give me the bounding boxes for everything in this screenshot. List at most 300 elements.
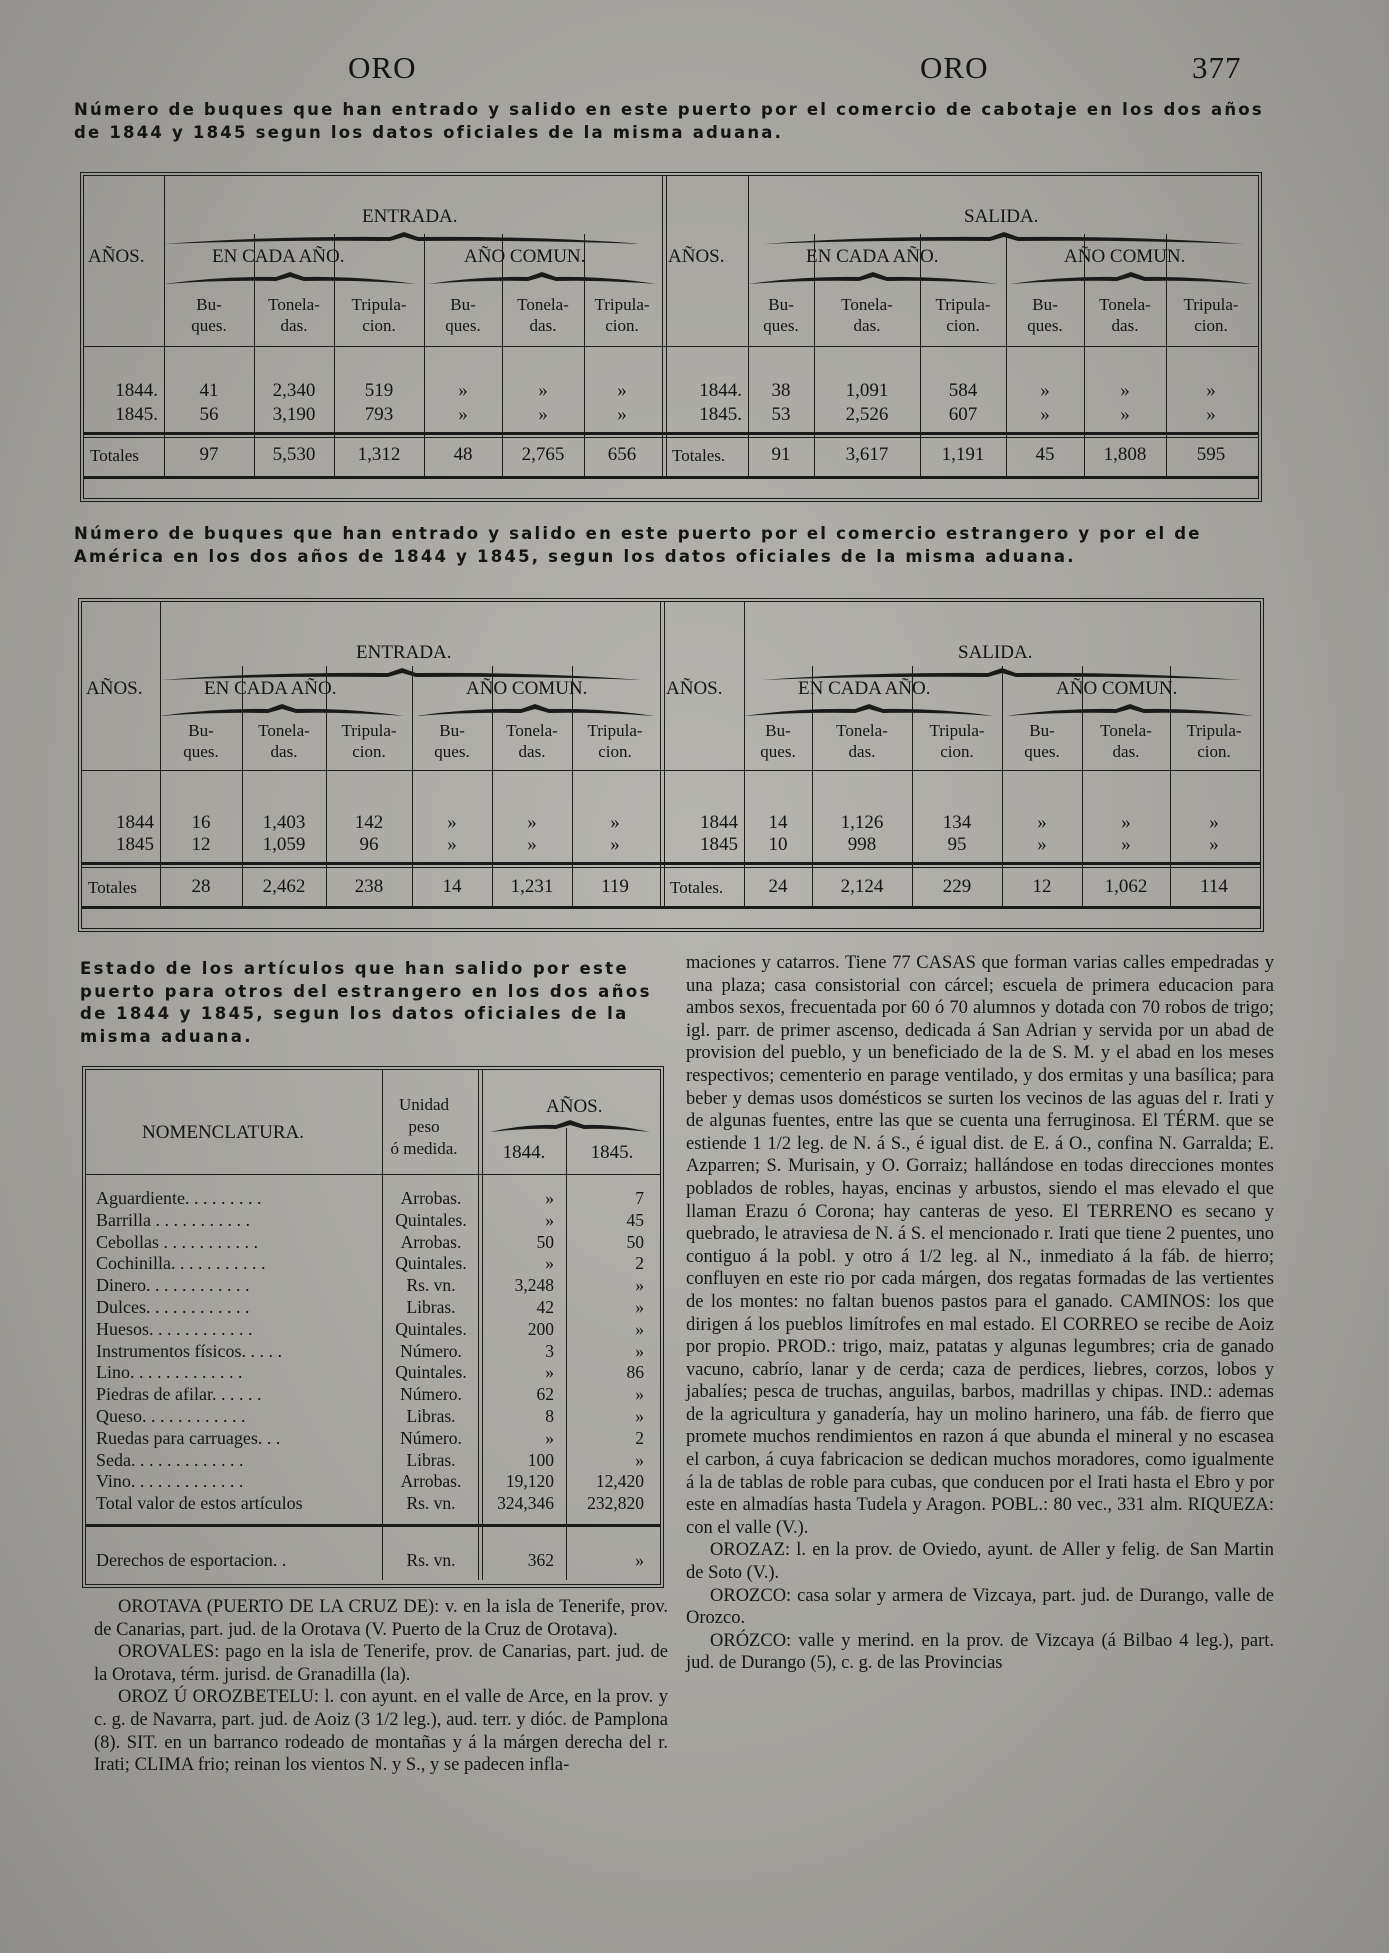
total-salida: 24 <box>768 876 788 897</box>
item-name: Queso. . . . . . . . . . . . <box>96 1406 246 1426</box>
column-rule <box>1006 234 1007 476</box>
cell-entrada: » <box>538 404 548 425</box>
entry-orozco-valle: ORÓZCO: valle y merind. en la prov. de Vizcaya (á Bilbao 4 leg.), part. jud. de Durango (5), c. g. de las Provincias <box>686 1630 1274 1674</box>
cell-salida: » <box>1120 404 1130 425</box>
subhead-line: Bu- <box>765 721 791 740</box>
cell-entrada: 2,340 <box>272 380 316 401</box>
item-1845: » <box>635 1449 644 1470</box>
item-unit: Quintales. <box>395 1253 467 1274</box>
entrada-heading: ENTRADA. <box>356 642 452 663</box>
total-salida: 91 <box>771 444 791 465</box>
subhead-line: cion. <box>362 316 396 335</box>
anos-heading-left: AÑOS. <box>86 678 143 699</box>
brace-en-cada-right <box>744 704 994 718</box>
item-unit: Rs. vn. <box>406 1275 456 1296</box>
item-1845: 45 <box>626 1209 644 1230</box>
subhead-line: cion. <box>352 742 386 761</box>
cell-entrada: » <box>458 404 468 425</box>
column-rule <box>160 602 161 906</box>
subhead-line: Bu- <box>1032 295 1058 314</box>
cell-salida: 584 <box>948 380 978 401</box>
item-unit: Número. <box>400 1340 462 1361</box>
subhead-line: Tripula- <box>1183 295 1239 314</box>
column-rule <box>744 602 745 906</box>
total-salida: 595 <box>1196 444 1226 465</box>
total-salida: 12 <box>1032 876 1052 897</box>
subhead-toneladas-right <box>814 294 920 336</box>
column-rule <box>814 234 815 476</box>
brace-comun-left <box>428 272 656 286</box>
item-1844: 19,120 <box>505 1471 554 1492</box>
cell-entrada: » <box>538 380 548 401</box>
right-column-text <box>686 952 1274 1675</box>
cell-salida: 53 <box>771 404 791 425</box>
item-1844: 42 <box>536 1297 554 1317</box>
total-salida: 114 <box>1200 876 1228 897</box>
totals-rule <box>82 862 1260 865</box>
subhead-tripulacion-left <box>584 294 660 336</box>
subhead-line: cion. <box>940 742 974 761</box>
en-cada-ano-right: EN CADA AÑO. <box>806 246 939 267</box>
item-name: Vino. . . . . . . . . . . . . <box>96 1471 244 1492</box>
cell-entrada: 793 <box>364 404 394 425</box>
item-name: Barrilla . . . . . . . . . . . <box>96 1209 250 1230</box>
subhead-line: ques. <box>1024 742 1060 761</box>
total-salida: 1,191 <box>941 444 985 465</box>
cell-salida: » <box>1206 380 1216 401</box>
cell-salida: 2,526 <box>845 404 889 425</box>
brace-comun-right <box>1006 704 1254 718</box>
column-rule <box>254 234 255 476</box>
header-rule <box>84 346 1258 347</box>
column-rule <box>492 666 493 906</box>
subhead-tripulacion-left <box>326 720 412 762</box>
cell-salida: 134 <box>942 812 972 833</box>
item-name: Seda. . . . . . . . . . . . . <box>96 1449 244 1470</box>
subhead-line: ques. <box>760 742 796 761</box>
subhead-tripulacion-right <box>1166 294 1256 336</box>
subhead-toneladas-left <box>242 720 326 762</box>
subhead-line: das. <box>280 316 308 335</box>
entrada-heading: ENTRADA. <box>362 206 458 227</box>
subhead-line: das. <box>1111 316 1139 335</box>
column-rule <box>912 666 913 906</box>
total-entrada: 14 <box>442 876 462 897</box>
item-1844: 62 <box>536 1384 554 1405</box>
column-rule <box>666 176 667 476</box>
column-rule <box>812 666 813 906</box>
item-name: Lino. . . . . . . . . . . . . <box>96 1362 243 1383</box>
cell-entrada: 12 <box>191 834 211 855</box>
brace-en-cada-left <box>160 704 404 718</box>
total-entrada: 5,530 <box>272 444 316 465</box>
subhead-tripulacion-right <box>912 720 1002 762</box>
item-1845: » <box>635 1318 644 1339</box>
ano-comun-left: AÑO COMUN. <box>466 678 588 699</box>
cell-salida: » <box>1121 834 1131 855</box>
total-entrada: 656 <box>607 444 637 465</box>
subhead-line: Tonela- <box>258 721 310 740</box>
column-rule <box>334 234 335 476</box>
foreign-trade-table <box>78 598 1264 932</box>
item-1845: 50 <box>626 1231 644 1252</box>
subhead-buques-left <box>164 294 254 336</box>
item-1844: » <box>545 1188 554 1208</box>
item-name: Dulces. . . . . . . . . . . . <box>96 1297 250 1317</box>
subhead-line: Bu- <box>188 721 214 740</box>
subhead-line: Tripula- <box>594 295 650 314</box>
ano-comun-left: AÑO COMUN. <box>464 246 586 267</box>
item-1844: » <box>545 1209 554 1230</box>
subhead-line: Tripula- <box>341 721 397 740</box>
entry-orotava: OROTAVA (PUERTO DE LA CRUZ DE): v. en la isla de Tenerife, prov. de Canarias, part. jud. de la Orotava (V. Puerto de la Cruz de Orotava). <box>94 1597 668 1640</box>
cell-entrada: » <box>617 404 627 425</box>
row-year-right: 1845. <box>699 404 742 425</box>
coastal-trade-table <box>80 172 1262 502</box>
subhead-line: das. <box>270 742 298 761</box>
cell-entrada: » <box>447 834 457 855</box>
cell-entrada: 56 <box>199 404 219 425</box>
column-rule <box>1170 666 1171 906</box>
subhead-line: Tonela- <box>268 295 320 314</box>
total-entrada: 238 <box>354 876 384 897</box>
total-entrada: 97 <box>199 444 219 465</box>
item-unit: Arrobas. <box>400 1231 462 1252</box>
item-1845: 7 <box>635 1188 644 1208</box>
totals-rule-thin <box>82 867 1260 868</box>
item-unit: Libras. <box>406 1406 456 1426</box>
item-1845: 12,420 <box>595 1471 644 1492</box>
item-1845: 232,820 <box>587 1493 644 1514</box>
total-salida: 3,617 <box>845 444 889 465</box>
subhead-line: Tonela- <box>517 295 569 314</box>
subhead-buques-right <box>1006 294 1084 336</box>
subhead-line: das. <box>1112 742 1140 761</box>
totals-rule-thin <box>84 437 1258 438</box>
cell-salida: » <box>1040 404 1050 425</box>
subhead-line: Tripula- <box>929 721 985 740</box>
page-number: 377 <box>1192 50 1242 85</box>
subhead-line: Tripula- <box>935 295 991 314</box>
subhead-line: das. <box>848 742 876 761</box>
column-rule <box>1002 666 1003 906</box>
ano-comun-right: AÑO COMUN. <box>1064 246 1186 267</box>
cell-salida: » <box>1209 834 1219 855</box>
subhead-buques-left <box>412 720 492 762</box>
subhead-buques-right <box>748 294 814 336</box>
subhead-tripulacion-right <box>1170 720 1258 762</box>
column-rule <box>584 234 585 476</box>
item-1844: » <box>545 1362 554 1383</box>
subhead-tripulacion-right <box>920 294 1006 336</box>
cell-salida: 1,126 <box>840 812 884 833</box>
subhead-line: Bu- <box>450 295 476 314</box>
item-name: Piedras de afilar. . . . . . <box>96 1384 262 1405</box>
item-unit: Arrobas. <box>400 1471 462 1492</box>
cell-entrada: » <box>458 380 468 401</box>
cell-entrada: 1,403 <box>262 812 306 833</box>
cell-entrada: 41 <box>199 380 219 401</box>
cell-entrada: 16 <box>191 812 211 833</box>
column-rule <box>572 666 573 906</box>
cell-salida: 10 <box>768 834 788 855</box>
subhead-line: ques. <box>445 316 481 335</box>
entry-oroz-continued: maciones y catarros. Tiene 77 CASAS que forman varias calles empedradas y una plaza; casa consistorial con cárcel; escuela de primera educacion para ambos sexos, frecuentada por 60 ó 70 alumnos y dotada con 70 robos de trigo; igl. parr. de primer ascenso, dedicada á San Adrian y servida por un abad de provision del pueblo, y un beneficiado de la de S. M. y el abad en los meses respectivos; cementerio en parage ventilado, y dos ermitas y una basílica; para beber y demas usos domésticos se surten los vecinos de las aguas del r. Irati y de algunas fuentes, entre las que se cuenta una ferruginosa. El TÉRM. que se estiende 1 1/2 leg. de N. á S., é igual dist. de E. á O., confina N. Garralda; E. Azparren; S. Murisain, y O. Gorraiz; hallándose en todas direcciones montes poblados de robles, hayas, encinas y arbustos, siendo el mas elevado el que llaman Erazu ó Corona; hay canteras de yeso. El TERRENO es secano y quebrado, le atraviesa de N. á S. el mencionado r. Irati que tiene 2 puentes, uno contiguo á la pobl. y otro á 1/2 leg. al N., inmediato á la fáb. de hierro; confluyen en este rio por cada márgen, dos regatas formadas de las vertientes de los montes: no faltan buenos pastos para el ganado. CAMINOS: los que dirigen á los pueblos limítrofes en mal estado. El CORREO se recibe de Aoiz por propio. PROD.: trigo, maiz, patatas y algunas legumbres; cria de ganado vacuno, cabrío, lanar y de cerda; caza de perdices, liebres, corzos, lobos y jabalíes; pesca de truchas, anguilas, barbos, madrillas y chipas. IND.: ademas de la agricultura y ganadería, hay un molino harinero, una fáb. de fierro que promete muchos rendimientos en razon á que abunda el mineral y no escasea el carbon, á cuya fabricacion se dedican muchos moradores, como igualmente á la de tablas de roble para cubas, que conducen por el Irati hasta el Ebro y por este en almadías hasta Tudela y Aragon. POBL.: 80 vec., 331 alm. RIQUEZA: con el valle (V.). <box>686 953 1274 1538</box>
item-1844: 200 <box>527 1318 554 1339</box>
total-salida: 229 <box>942 876 972 897</box>
total-entrada: 1,312 <box>357 444 401 465</box>
subhead-line: cion. <box>946 316 980 335</box>
row-year: 1845. <box>115 404 158 425</box>
subhead-line: Tonela- <box>1100 721 1152 740</box>
cell-salida: » <box>1040 380 1050 401</box>
column-rule <box>1084 234 1085 476</box>
row-year-right: 1845 <box>700 834 738 855</box>
cell-entrada: 142 <box>354 812 384 833</box>
subhead-toneladas-right <box>1082 720 1170 762</box>
cell-salida: » <box>1120 380 1130 401</box>
header-rule <box>86 1174 660 1175</box>
subhead-line: Tripula- <box>1186 721 1242 740</box>
item-1845: » <box>635 1384 644 1405</box>
cell-entrada: 1,059 <box>262 834 306 855</box>
subhead-line: Bu- <box>768 295 794 314</box>
anos-heading-left: AÑOS. <box>88 246 145 267</box>
subhead-line: Tripula- <box>587 721 643 740</box>
cell-salida: » <box>1121 812 1131 833</box>
brace-comun-left <box>416 704 654 718</box>
subhead-toneladas-left <box>492 720 572 762</box>
anos-heading: AÑOS. <box>546 1096 603 1117</box>
left-column-text <box>94 1596 668 1777</box>
item-unit: Quintales. <box>395 1209 467 1230</box>
table2-title: Número de buques que han entrado y salido en este puerto por el comercio estrangero y por el de América en los dos años de 1844 y 1845, segun los datos oficiales de la misma aduana. <box>74 524 1202 566</box>
subhead-line: Tonela- <box>841 295 893 314</box>
cell-salida: » <box>1037 812 1047 833</box>
column-rule <box>748 176 749 476</box>
subhead-buques-left <box>424 294 502 336</box>
item-1844: » <box>545 1427 554 1448</box>
item-name: Instrumentos físicos. . . . . <box>96 1340 282 1361</box>
column-rule <box>664 602 665 906</box>
column-rule <box>660 602 661 906</box>
subhead-line: ques. <box>1027 316 1063 335</box>
item-unit: Libras. <box>406 1449 456 1470</box>
item-1845: 86 <box>626 1362 644 1383</box>
item-name: Cebollas . . . . . . . . . . . <box>96 1231 258 1252</box>
total-entrada: 1,231 <box>510 876 554 897</box>
totals-label: Totales <box>90 446 139 465</box>
cell-salida: 38 <box>771 380 791 401</box>
salida-heading: SALIDA. <box>958 642 1033 663</box>
item-name: Cochinilla. . . . . . . . . . . <box>96 1253 266 1274</box>
subhead-toneladas-left <box>502 294 584 336</box>
total-salida: 45 <box>1035 444 1055 465</box>
item-1844: 324,346 <box>497 1493 554 1514</box>
item-1844: 3,248 <box>514 1275 554 1296</box>
item-unit: Libras. <box>406 1297 456 1317</box>
subhead-line: Tripula- <box>351 295 407 314</box>
subhead-line: cion. <box>1197 742 1231 761</box>
year-1844: 1844. <box>502 1142 546 1163</box>
total-entrada: 119 <box>601 876 629 897</box>
item-1845: » <box>635 1297 644 1317</box>
subhead-line: ques. <box>763 316 799 335</box>
subhead-line: cion. <box>598 742 632 761</box>
en-cada-ano-left: EN CADA AÑO. <box>204 678 337 699</box>
totals-rule <box>84 432 1258 435</box>
brace-comun-right <box>1010 272 1252 286</box>
row-year: 1844 <box>116 812 154 833</box>
subhead-tripulacion-left <box>572 720 658 762</box>
ano-comun-right: AÑO COMUN. <box>1056 678 1178 699</box>
table3-title: Estado de los artículos que han salido por este puerto para otros del estrangero en los dos años de 1844 y 1845, segun los datos oficiales de la misma aduana. <box>80 959 652 1046</box>
header-rule <box>82 770 1260 771</box>
subhead-buques-left <box>160 720 242 762</box>
cell-salida: 1,091 <box>845 380 889 401</box>
item-1845: » <box>635 1275 644 1296</box>
row-year-right: 1844 <box>700 812 738 833</box>
total-entrada: 28 <box>191 876 211 897</box>
bottom-rule <box>84 476 1258 479</box>
item-1845: » <box>635 1406 644 1426</box>
column-rule <box>662 176 663 476</box>
anos-heading-right: AÑOS. <box>668 246 725 267</box>
running-head-center: ORO <box>920 50 989 85</box>
item-1845: 2 <box>635 1427 644 1448</box>
bottom-rule <box>82 906 1260 909</box>
subhead-line: Bu- <box>1029 721 1055 740</box>
item-unit: Arrobas. <box>400 1188 462 1208</box>
item-unit: Número. <box>400 1427 462 1448</box>
total-salida: 1,062 <box>1104 876 1148 897</box>
totals-label-right: Totales. <box>672 446 726 465</box>
item-1844: » <box>545 1253 554 1274</box>
item-name: Dinero. . . . . . . . . . . . <box>96 1275 250 1296</box>
item-name: Aguardiente. . . . . . . . . <box>96 1188 262 1208</box>
entry-oroz: OROZ Ú OROZBETELU: l. con ayunt. en el valle de Arce, en la prov. y c. g. de Navarra, part. jud. de Aoiz (3 1/2 leg.), aud. terr. y dióc. de Pamplona (8). SIT. en un barranco rodeado de montañas y á la márgen derecha del r. Irati; CLIMA frio; reinan los vientos N. y S., y se padecen infla- <box>94 1687 668 1776</box>
item-1844: 8 <box>545 1406 554 1426</box>
cell-salida: 998 <box>847 834 877 855</box>
total-salida: 1,808 <box>1103 444 1147 465</box>
column-rule <box>412 666 413 906</box>
cell-salida: » <box>1209 812 1219 833</box>
cell-entrada: » <box>447 812 457 833</box>
item-1844: 50 <box>536 1231 554 1252</box>
totals-label: Totales <box>88 878 137 897</box>
row-year: 1844. <box>115 380 158 401</box>
subhead-toneladas-right <box>1084 294 1166 336</box>
running-head-left: ORO <box>348 50 417 85</box>
cell-salida: » <box>1037 834 1047 855</box>
row-year-right: 1844. <box>699 380 742 401</box>
cell-entrada: » <box>610 834 620 855</box>
column-rule <box>1082 666 1083 906</box>
year-1845: 1845. <box>590 1142 634 1163</box>
item-unit: Quintales. <box>395 1318 467 1339</box>
subhead-toneladas-right <box>812 720 912 762</box>
exports-table <box>82 1066 664 1588</box>
subhead-line: das. <box>518 742 546 761</box>
subhead-buques-right <box>1002 720 1082 762</box>
cell-entrada: » <box>527 834 537 855</box>
cell-salida: 14 <box>768 812 788 833</box>
unidad-line: ó medida. <box>390 1139 458 1158</box>
derechos-1845: » <box>635 1550 644 1570</box>
cell-entrada: 96 <box>359 834 379 855</box>
column-rule <box>502 234 503 476</box>
subhead-line: Tonela- <box>1099 295 1151 314</box>
unidad-heading <box>376 1094 472 1160</box>
nomenclatura-heading: NOMENCLATURA. <box>142 1122 305 1143</box>
derechos-name: Derechos de esportacion. . <box>96 1550 287 1570</box>
subhead-line: das. <box>853 316 881 335</box>
unidad-line: Unidad <box>398 1095 450 1114</box>
subhead-line: ques. <box>191 316 227 335</box>
subhead-line: das. <box>529 316 557 335</box>
subhead-tripulacion-left <box>334 294 424 336</box>
subhead-line: ques. <box>183 742 219 761</box>
subhead-line: cion. <box>1194 316 1228 335</box>
derechos-rule <box>86 1524 660 1527</box>
item-1845: » <box>635 1340 644 1361</box>
cell-entrada: » <box>610 812 620 833</box>
table1-title: Número de buques que han entrado y salido en este puerto por el comercio de cabotaje en los dos años de 1844 y 1845 segun los datos oficiales de la misma aduana. <box>74 100 1264 142</box>
subhead-line: ques. <box>434 742 470 761</box>
column-rule <box>164 176 165 476</box>
item-name: Huesos. . . . . . . . . . . . <box>96 1318 253 1339</box>
subhead-buques-right <box>744 720 812 762</box>
column-rule <box>920 234 921 476</box>
item-1844: 100 <box>527 1449 554 1470</box>
item-1845: 2 <box>635 1253 644 1274</box>
column-rule <box>242 666 243 906</box>
total-entrada: 48 <box>453 444 473 465</box>
subhead-line: Tonela- <box>506 721 558 740</box>
en-cada-ano-right: EN CADA AÑO. <box>798 678 931 699</box>
entrada-brace <box>164 232 644 246</box>
cell-salida: » <box>1206 404 1216 425</box>
cell-entrada: 519 <box>364 380 394 401</box>
item-unit: Número. <box>400 1384 462 1405</box>
anos-brace <box>490 1120 650 1134</box>
column-rule <box>424 234 425 476</box>
item-unit: Quintales. <box>395 1362 467 1383</box>
salida-heading: SALIDA. <box>964 206 1039 227</box>
column-rule <box>326 666 327 906</box>
subhead-line: Bu- <box>439 721 465 740</box>
unidad-line: peso <box>408 1117 440 1136</box>
cell-entrada: » <box>527 812 537 833</box>
subhead-line: Bu- <box>196 295 222 314</box>
subhead-toneladas-left <box>254 294 334 336</box>
anos-heading-right: AÑOS. <box>666 678 723 699</box>
subhead-line: Tonela- <box>836 721 888 740</box>
entry-orovales: OROVALES: pago en la isla de Tenerife, prov. de Canarias, part. jud. de la Orotava, térm. jurisd. de Granadilla (la). <box>94 1642 668 1685</box>
cell-salida: 607 <box>948 404 978 425</box>
total-salida: 2,124 <box>840 876 884 897</box>
brace-en-cada-left <box>164 272 416 286</box>
item-name: Ruedas para carruages. . . <box>96 1427 281 1448</box>
cell-entrada: » <box>617 380 627 401</box>
column-rule <box>1166 234 1167 476</box>
item-1844: 3 <box>545 1340 554 1361</box>
row-year: 1845 <box>116 834 154 855</box>
totals-label-right: Totales. <box>670 878 724 897</box>
item-name: Total valor de estos artículos <box>96 1493 303 1514</box>
cell-salida: 95 <box>947 834 967 855</box>
cell-entrada: 3,190 <box>272 404 316 425</box>
